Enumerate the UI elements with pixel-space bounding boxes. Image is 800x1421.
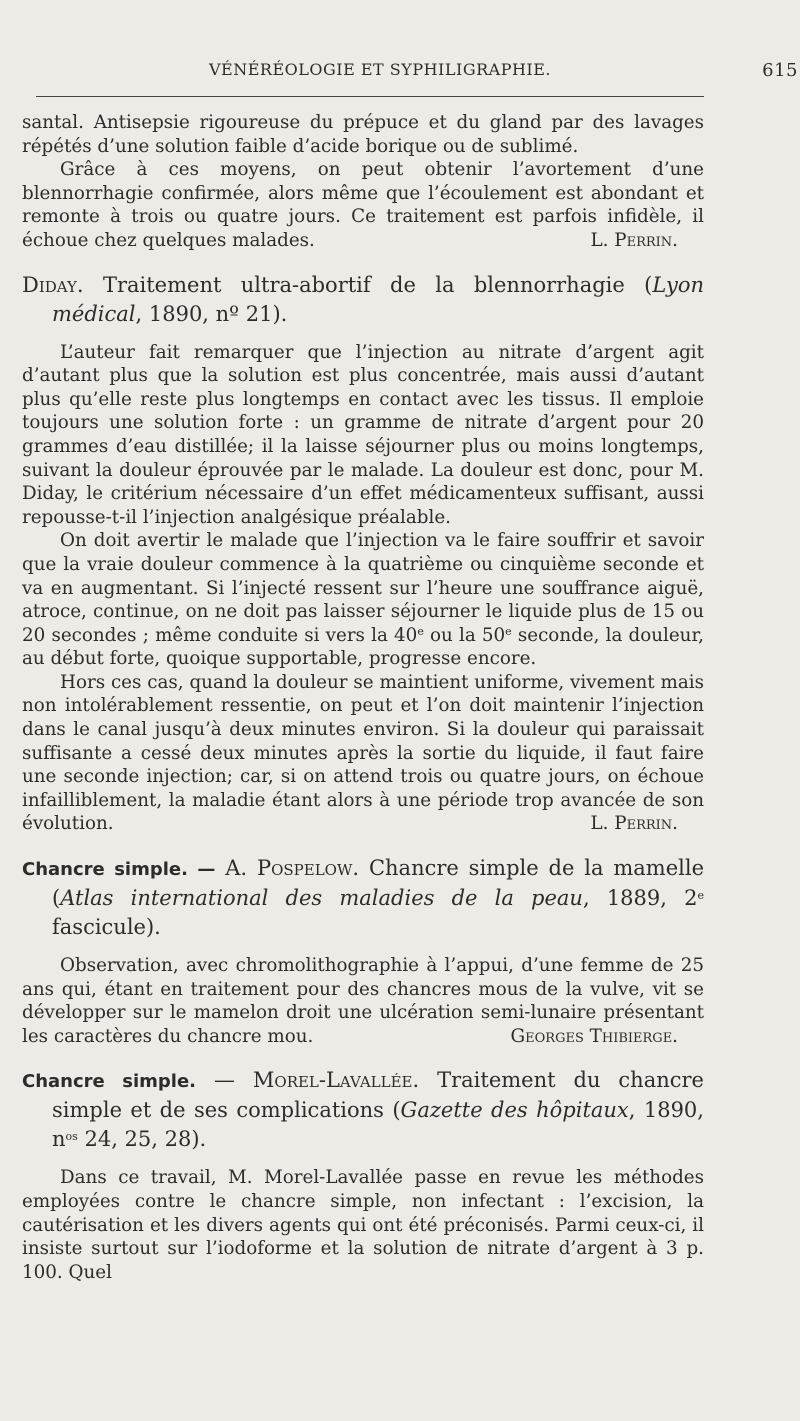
article-source-journal: Gazette des hôpitaux <box>400 1098 629 1123</box>
running-head-title: VÉNÉRÉOLOGIE ET SYPHILIGRAPHIE. <box>209 60 551 79</box>
article-author: A. Pospelow. <box>225 856 360 881</box>
paragraph <box>22 954 704 1048</box>
article-title: Chancre simple de la mamelle <box>368 856 704 881</box>
article-source-journal: Lyon médical <box>52 272 704 326</box>
article-lead: Chancre simple. <box>22 1071 197 1093</box>
superscript: e <box>417 624 424 638</box>
body-text <box>22 111 704 1284</box>
paragraph <box>22 529 704 671</box>
superscript: e <box>697 889 704 903</box>
article-title: Traitement du chancre simple et de ses complications <box>52 1068 704 1123</box>
superscript: os <box>65 1130 78 1144</box>
paragraph-text: On doit avertir le malade que l’injection va le faire souffrir et savoir que la vraie douleur commence à la quatrième ou cinquième seconde et va en augmentant. Si l’injecté ressent sur l’heure une souffrance aiguë, atroce, continue, on ne doit pas laisser séjourner le liquide plus de 15 ou 20 secondes ; même conduite si vers la 40 <box>22 530 704 646</box>
header-rule <box>36 96 704 97</box>
article-heading: Chancre simple. — A. Pospelow. Chancre simple de la mamelle (Atlas international des maladies de la peau, 1889, 2e fascicule). <box>22 856 704 940</box>
page-number: 615 <box>762 60 798 81</box>
paragraph-text: Grâce à ces moyens, on peut obtenir l’avortement d’une blennorrhagie confirmée, alors même que l’écoulement est abondant et remonte à trois ou quatre jours. Ce traitement est parfois infidèle, il échoue chez quelques malades. <box>22 159 704 251</box>
article-dash: — <box>213 1068 235 1093</box>
signature: Georges Thibierge. <box>510 1025 678 1047</box>
article-heading: Chancre simple. — Morel-Lavallée. Traitement du chancre simple et de ses complications (Gazette des hôpitaux, 1890, $n^{os}$ 24, 25, 28). <box>22 1068 704 1152</box>
superscript: e <box>505 624 512 638</box>
paragraph-text: Hors ces cas, quand la douleur se maintient uniforme, vivement mais non intolérablement ressentie, on peut et l’on doit maintenir l’injection dans le canal jusqu’à deux minutes environ. Si la douleur qui paraissait suffisante a cessé deux minutes après la sortie du liquide, il faut faire une seconde injection; car, si on attend trois ou quatre jours, on échoue infailliblement, la maladie étant alors à une période trop avancée de son évolution. <box>22 671 704 835</box>
signature: L. Perrin. <box>590 813 678 835</box>
paragraph: Dans ce travail, M. Morel-Lavallée passe en revue les méthodes employées contre le chancre simple, non infectant : l’excision, la cautérisation et les divers agents qui ont été préconisés. Parmi ceux-ci, il insiste surtout sur l’iodoforme et la solution de nitrate d’argent à 3 p. 100. Quel <box>22 1167 704 1283</box>
paragraph-text: seconde, la douleur, au début forte, quoique supportable, progresse encore. <box>22 624 704 670</box>
paragraph: santal. Antisepsie rigoureuse du prépuce et du gland par des lavages répétés d’une solution faible d’acide borique ou de sublimé. <box>22 112 704 157</box>
article-heading: Diday. Traitement ultra-abortif de la blennorrhagie (Lyon médical, 1890, nº 21). <box>22 272 704 326</box>
paragraph: L’auteur fait remarquer que l’injection au nitrate d’argent agit d’autant plus que la solution est plus concentrée, mais aussi d’autant plus qu’elle reste plus longtemps en contact avec les tissus. Il emploie toujours une solution forte : un gramme de nitrate d’argent pour 20 grammes d’eau distillée; il la laisse séjourner plus ou moins longtemps, suivant la douleur éprouvée par le malade. La douleur est donc, pour M. Diday, le critérium nécessaire d’un effet médicamenteux suffisant, aussi repousse-t-il l’injection analgésique préalable. <box>22 341 704 528</box>
article-source-details: , 1889, 2 <box>582 886 698 911</box>
article-author: Diday. <box>22 272 84 297</box>
article-source-details: , 1890, n <box>52 1098 704 1152</box>
article-source-details: fascicule). <box>52 915 161 940</box>
paragraph-text: ou la 50 <box>423 624 506 646</box>
signature: L. Perrin. <box>590 229 678 251</box>
paragraph-text: Observation, avec chromolithographie à l’appui, d’une femme de 25 ans qui, étant en traitement pour des chancres mous de la vulve, vit se développer sur le mamelon droit une ulcération semi-lunaire présentant les caractères du chancre mou. <box>22 955 704 1047</box>
paragraph <box>22 671 704 836</box>
article-source-details: 1890, nº 21). <box>148 301 288 326</box>
article-source-details: 24, 25, 28). <box>77 1127 207 1152</box>
article-lead: Chancre simple. — <box>22 859 216 881</box>
paragraph <box>22 158 704 252</box>
article-author: Morel-Lavallée. <box>252 1068 420 1093</box>
article-title: Traitement ultra-abortif de la blennorrhagie <box>102 272 625 297</box>
article-source-journal: Atlas international des maladies de la peau <box>60 886 583 911</box>
running-head <box>22 60 798 90</box>
